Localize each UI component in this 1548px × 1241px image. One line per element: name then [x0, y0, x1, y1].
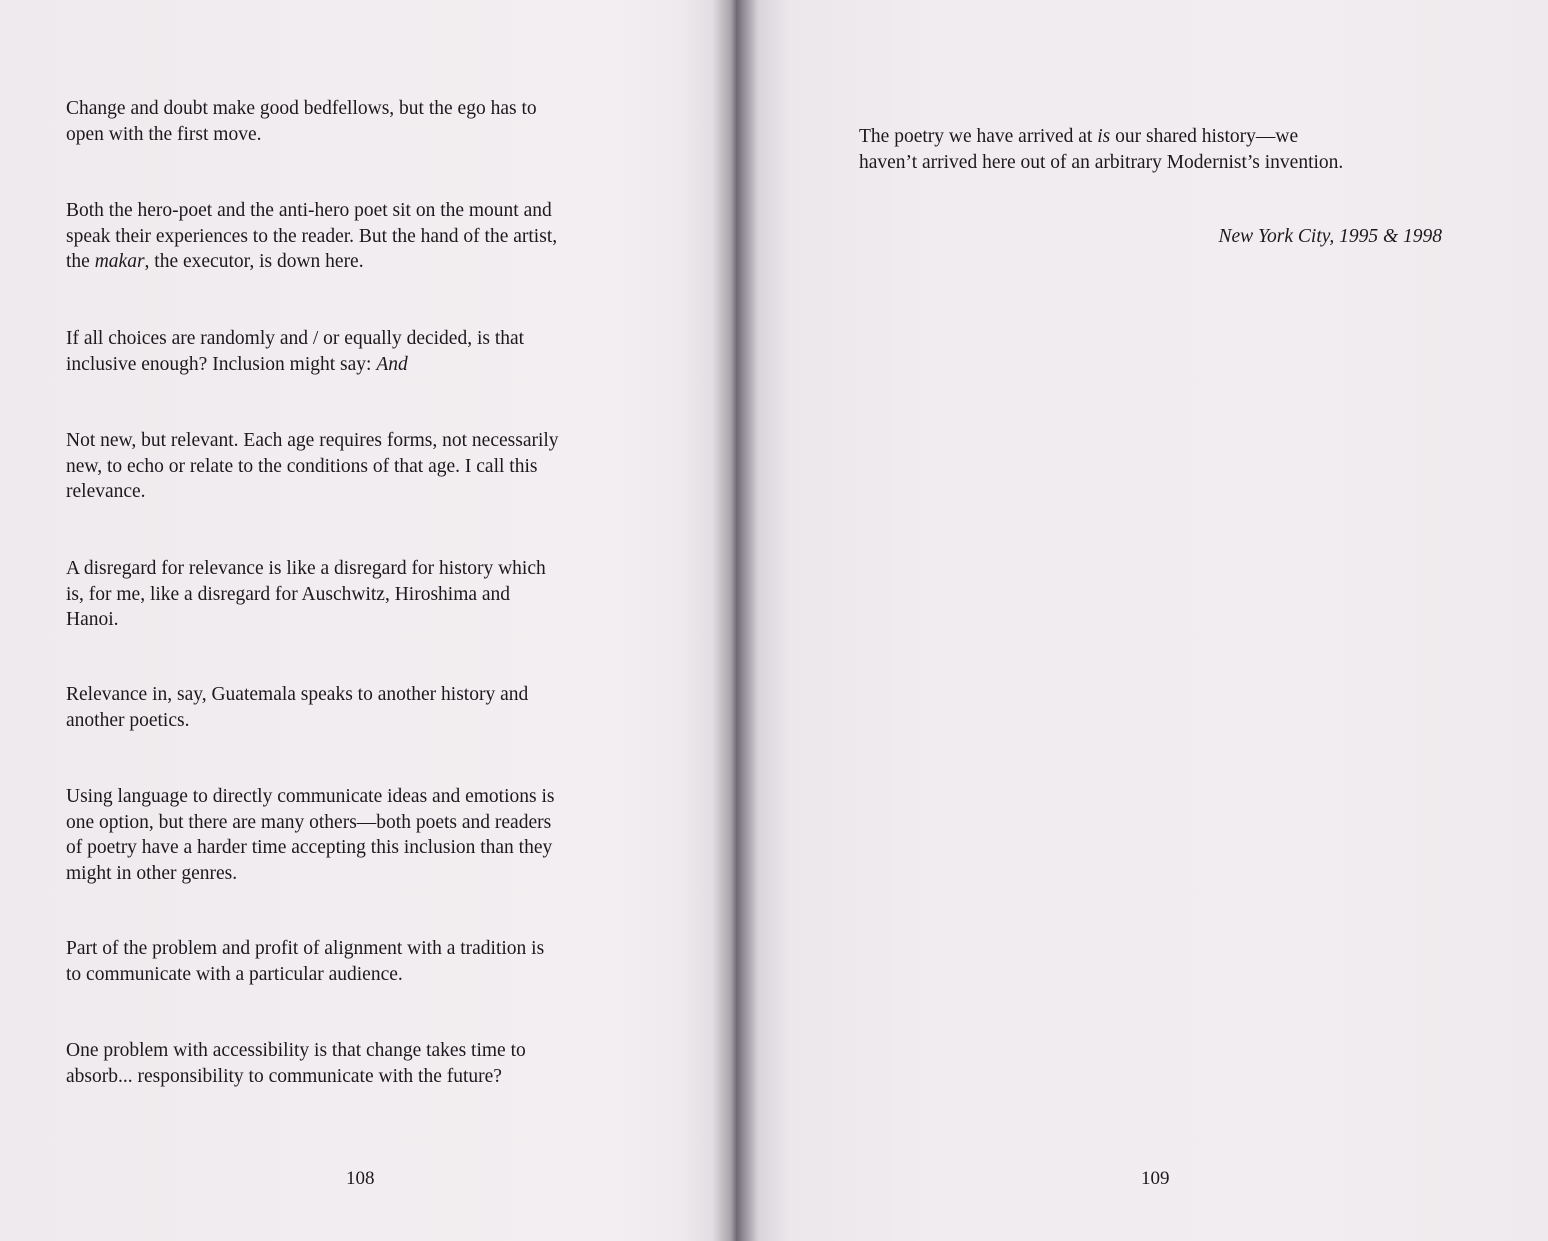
dateline: New York City, 1995 & 1998	[1218, 226, 1442, 247]
page-number-left: 108	[346, 1168, 375, 1189]
text-line: relevance.	[66, 481, 146, 502]
italic-term-is: is	[1097, 126, 1111, 147]
paragraph-disregard	[66, 556, 546, 633]
text-line: is, for me, like a disregard for Auschwitz, Hiroshima and	[66, 583, 511, 605]
text-line: haven’t arrived here out of an arbitrary Modernist’s invention.	[859, 151, 1344, 173]
italic-term-makar: makar	[94, 251, 145, 272]
text-line: Change and doubt make good bedfellows, but the ego has to	[66, 98, 537, 119]
text-line: open with the first move.	[66, 123, 262, 145]
paragraph-language	[66, 784, 554, 886]
text-line: Not new, but relevant. Each age requires forms, not necessarily	[66, 430, 559, 451]
paragraph-hero-poet	[66, 198, 557, 275]
text-line: If all choices are randomly and / or equally decided, is that	[66, 328, 525, 349]
text-line: of poetry have a harder time accepting this inclusion than they	[66, 837, 553, 858]
text-fragment: The poetry we have arrived at	[859, 126, 1098, 147]
text-fragment: our shared history—we	[1110, 126, 1299, 147]
text-line: another poetics.	[66, 709, 190, 731]
text-line: one option, but there are many others—both poets and readers	[66, 811, 552, 833]
text-line: new, to echo or relate to the conditions of that age. I call this	[66, 455, 538, 477]
paragraph-ego	[66, 96, 537, 147]
text-line: speak their experiences to the reader. But the hand of the artist,	[66, 225, 558, 247]
text-fragment: the	[66, 251, 95, 272]
text-fragment: inclusive enough? Inclusion might say:	[66, 353, 377, 375]
paragraph-tradition	[66, 936, 544, 987]
text-line: A disregard for relevance is like a disregard for history which	[66, 558, 546, 579]
text-fragment: , the executor, is down here.	[144, 251, 364, 272]
italic-term-and: And	[376, 353, 408, 375]
paragraph-guatemala	[66, 682, 528, 733]
text-line: Part of the problem and profit of alignment with a tradition is	[66, 938, 545, 959]
paragraph-relevance	[66, 428, 559, 505]
text-line: to communicate with a particular audience.	[66, 963, 403, 985]
text-line: might in other genres.	[66, 862, 238, 884]
text-line: One problem with accessibility is that change takes time to	[66, 1040, 526, 1061]
text-line: Hanoi.	[66, 609, 119, 630]
paragraph-shared-history	[859, 124, 1343, 175]
text-line: absorb... responsibility to communicate with the future?	[66, 1065, 502, 1087]
text-line: Relevance in, say, Guatemala speaks to another history and	[66, 684, 529, 705]
page-number-right: 109	[1141, 1168, 1170, 1189]
paragraph-choices	[66, 326, 524, 377]
paragraph-accessibility	[66, 1038, 526, 1089]
text-line: Both the hero-poet and the anti-hero poet sit on the mount and	[66, 200, 552, 221]
text-line: Using language to directly communicate ideas and emotions is	[66, 786, 555, 807]
